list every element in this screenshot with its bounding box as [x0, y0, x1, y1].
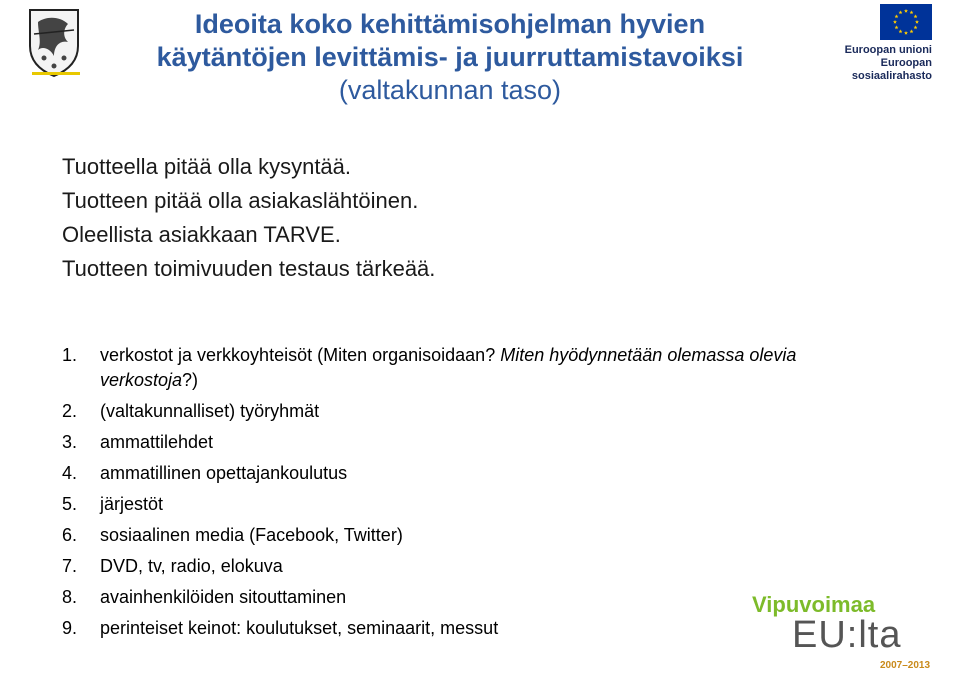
key-point: Tuotteen toimivuuden testaus tärkeää.: [62, 256, 436, 281]
channel-text: perinteiset keinot: koulutukset, seminaarit, messut: [100, 618, 499, 638]
channel-text: verkostot ja verkkoyhteisöt (Miten organisoidaan? Miten hyödynnetään olemassa olevia verkostoja?): [100, 345, 797, 390]
channel-number: 5.: [62, 494, 78, 514]
channel-item: [62, 489, 892, 520]
crest-underline: [32, 72, 80, 75]
channel-number: 9.: [62, 618, 78, 638]
key-point: Tuotteen pitää olla asiakaslähtöinen.: [62, 188, 419, 213]
eu-flag-icon: [880, 4, 932, 40]
title-line-3: (valtakunnan taso): [338, 75, 562, 105]
eu-logo-line-2: Euroopan sosiaalirahasto: [851, 57, 932, 82]
channel-number: 7.: [62, 556, 78, 576]
coat-of-arms-logo: [24, 6, 84, 78]
key-point: Oleellista asiakkaan TARVE.: [62, 222, 341, 247]
channel-text: ammattilehdet: [100, 432, 214, 452]
channel-text: avainhenkilöiden sitouttaminen: [100, 587, 347, 607]
channel-item: [62, 458, 892, 489]
channel-number: 8.: [62, 587, 78, 607]
page-title: [100, 8, 800, 107]
channel-number: 2.: [62, 401, 78, 421]
channel-text: (valtakunnalliset) työryhmät: [100, 401, 320, 421]
channel-item: [62, 551, 892, 582]
channel-text: järjestöt: [100, 494, 164, 514]
channel-number: 4.: [62, 463, 78, 483]
channel-text: sosiaalinen media (Facebook, Twitter): [100, 525, 403, 545]
title-line-1: Ideoita koko kehittämisohjelman hyvien: [194, 9, 706, 39]
vipuvoimaa-title: Vipuvoimaa: [752, 592, 876, 617]
channel-item: [62, 340, 892, 396]
eu-logo: [808, 4, 932, 83]
channel-number: 1.: [62, 345, 78, 365]
vipuvoimaa-eu-text: EU:lta: [792, 614, 902, 656]
channel-item: [62, 427, 892, 458]
vipuvoimaa-logo: [752, 592, 942, 678]
eu-logo-line-1: Euroopan unioni: [844, 44, 932, 56]
key-points-list: [62, 150, 435, 286]
vipuvoimaa-years: 2007–2013: [880, 660, 931, 671]
title-line-2: käytäntöjen levittämis- ja juurruttamistavoiksi: [156, 42, 744, 72]
channel-text: DVD, tv, radio, elokuva: [100, 556, 283, 576]
channel-number: 6.: [62, 525, 78, 545]
key-point: Tuotteella pitää olla kysyntää.: [62, 154, 352, 179]
channel-item: [62, 520, 892, 551]
channel-number: 3.: [62, 432, 78, 452]
channel-item: [62, 396, 892, 427]
channel-text: ammatillinen opettajankoulutus: [100, 463, 348, 483]
